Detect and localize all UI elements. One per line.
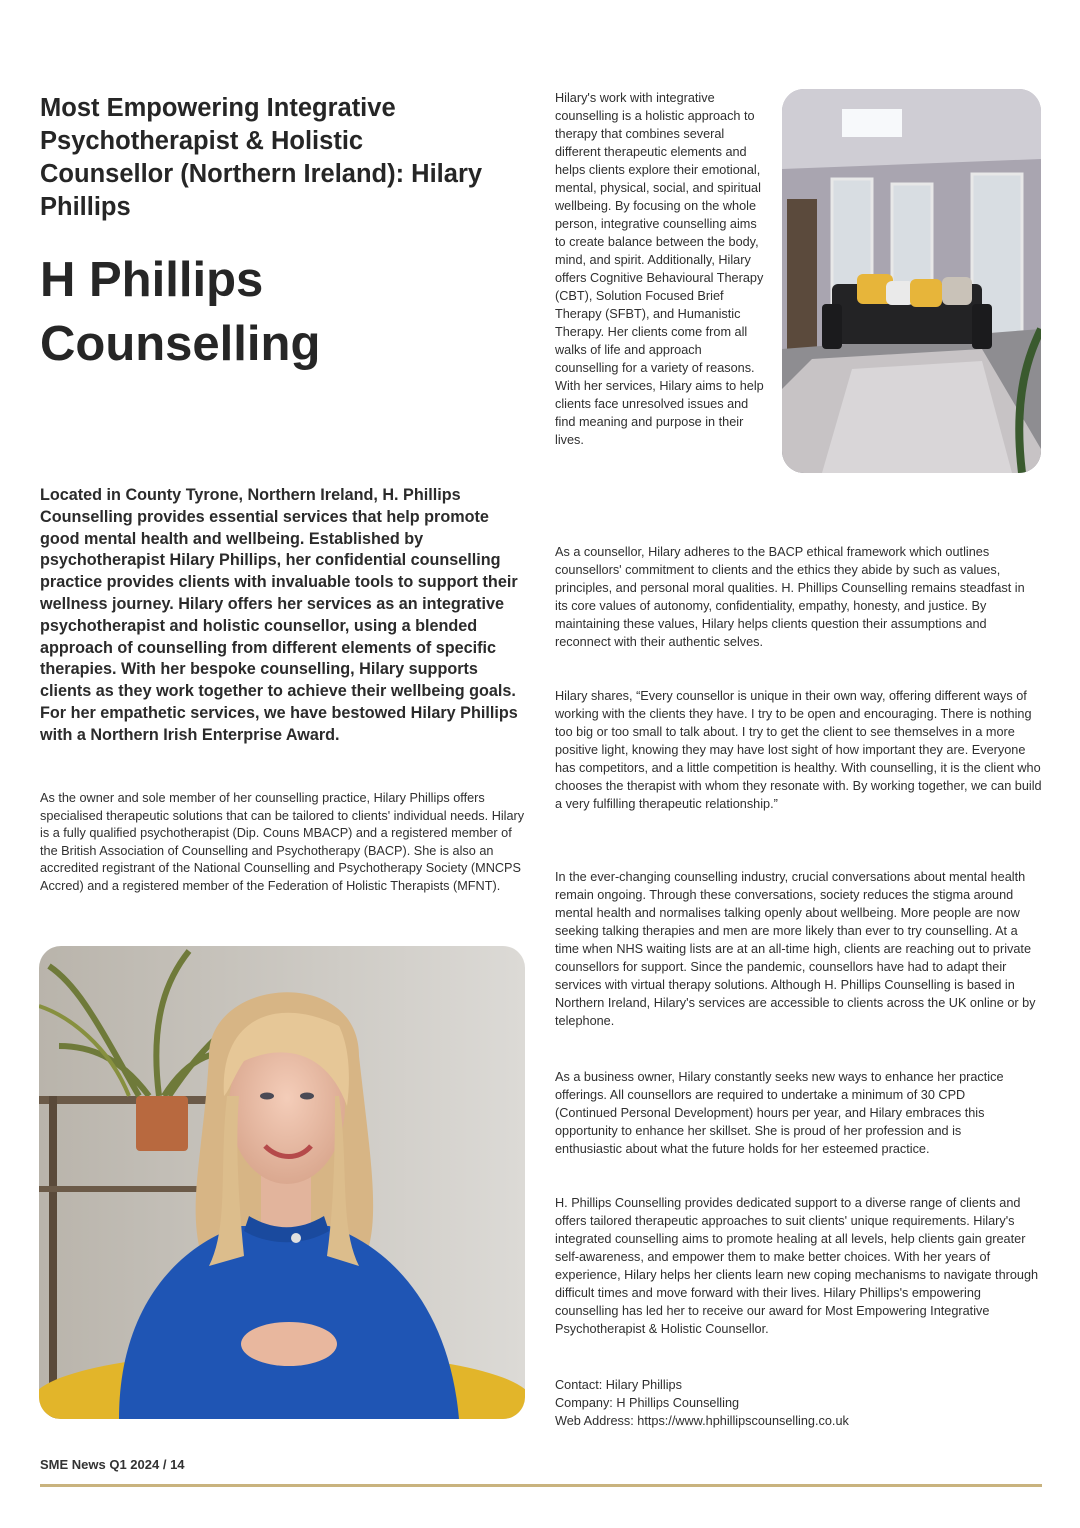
- company-name-heading: H Phillips Counselling: [40, 253, 321, 371]
- contact-web-address[interactable]: Web Address: https://www.hphillipscounselling.co.uk: [555, 1414, 849, 1428]
- body-paragraph-left: As the owner and sole member of her counselling practice, Hilary Phillips offers specialised therapeutic solutions that can be tailored to clients' individual needs. Hilary is a fully qualified psychotherapist (Dip. Couns MBACP) and a registered member of the British Association of Counselling and Psychotherapy (BACP). She is also an accredited registrant of the National Counselling and Psychotherapy Society (MNCPS Accred) and a registered member of the Federation of Holistic Therapists (MFNT).: [40, 791, 525, 893]
- footer-page-label: SME News Q1 2024 / 14: [40, 1457, 185, 1472]
- body-paragraph-right-1: Hilary's work with integrative counselling is a holistic approach to therapy that combines several different therapeutic elements and helps clients explore their emotional, mental, physical, social, and spiritual wellbeing. By focusing on the whole person, integrative counselling aims to create balance between the body, mind, and spirit. Additionally, Hilary offers Cognitive Behavioural Therapy (CBT), Solution Focused Brief Therapy (SFBT), and Humanistic Therapy. Her clients come from all walks of life and approach counselling for a variety of reasons. With her services, Hilary aims to help clients face unresolved issues and find meaning and purpose in their lives.: [555, 91, 764, 447]
- body-paragraph-right-5: As a business owner, Hilary constantly seeks new ways to enhance her practice offerings. All counsellors are required to undertake a minimum of 30 CPD (Continued Personal Development) hours per year, and Hilary embraces this opportunity to enhance her skillset. She is proud of her profession and is enthusiastic about what the future holds for her esteemed practice.: [555, 1070, 1004, 1156]
- body-paragraph-right-4: In the ever-changing counselling industry, crucial conversations about mental health remain ongoing. Through these conversations, society reduces the stigma around mental health and normalises talking openly about wellbeing. More people are now seeking talking therapies and men are more likely than ever to try counselling. At a time when NHS waiting lists are at an all-time high, clients are reaching out to private counsellors for support. Since the pandemic, counsellors have had to adapt their services with virtual therapy solutions. Although H. Phillips Counselling is based in Northern Ireland, Hilary's services are accessible to clients across the UK online or by telephone.: [555, 870, 1036, 1028]
- intro-paragraph: Located in County Tyrone, Northern Ireland, H. Phillips Counselling provides essential services that help promote good mental health and wellbeing. Established by psychotherapist Hilary Phillips, her confidential counselling practice provides clients with invaluable tools to support their wellness journey. Hilary offers her services as an integrative psychotherapist and holistic counsellor, using a blended approach of counselling from different elements of specific therapies. With her bespoke counselling, Hilary supports clients as they work together to achieve their wellbeing goals. For her empathetic services, we have bestowed Hilary Phillips with a Northern Irish Enterprise Award.: [40, 486, 518, 744]
- contact-block: [555, 1376, 1035, 1430]
- body-paragraph-right-3: Hilary shares, “Every counsellor is unique in their own way, offering different ways of working with the clients they have. I try to be open and encouraging. There is nothing too big or too small to talk about. I try to get the client to see themselves in a more positive light, knowing they may have lost sight of how important they are. Everyone has competitors, and a little competition is healthy. With counselling, it is the client who chooses the therapist with whom they resonate with. By working together, we can build a very fulfilling therapeutic relationship.”: [555, 689, 1042, 811]
- contact-company: Company: H Phillips Counselling: [555, 1396, 740, 1410]
- counselling-room-photo: [782, 89, 1041, 473]
- award-title: Most Empowering Integrative Psychotherapist & Holistic Counsellor (Northern Ireland): Hilary Phillips: [40, 94, 483, 221]
- body-paragraph-right-6: H. Phillips Counselling provides dedicated support to a diverse range of clients and offers tailored therapeutic approaches to suit clients' unique requirements. Hilary's integrated counselling aims to promote healing at all levels, help clients gain greater self-awareness, and empower them to make better choices. With her years of experience, Hilary helps her clients learn new coping mechanisms to navigate through difficult times and move forward with their lives. Hilary Phillips's empowering counselling has led her to receive our award for Most Empowering Integrative Psychotherapist & Holistic Counsellor.: [555, 1196, 1039, 1336]
- portrait-photo: [39, 946, 525, 1419]
- contact-name: Contact: Hilary Phillips: [555, 1378, 682, 1392]
- body-paragraph-right-2: As a counsellor, Hilary adheres to the BACP ethical framework which outlines counsellors' commitment to clients and the ethics they abide by such as values, principles, and personal moral qualities. H. Phillips Counselling remains steadfast in its core values of autonomy, confidentiality, empathy, honesty, and justice. By maintaining these values, Hilary helps clients question their assumptions and reconnect with their authentic selves.: [555, 545, 1025, 649]
- footer-divider: [40, 1484, 1042, 1487]
